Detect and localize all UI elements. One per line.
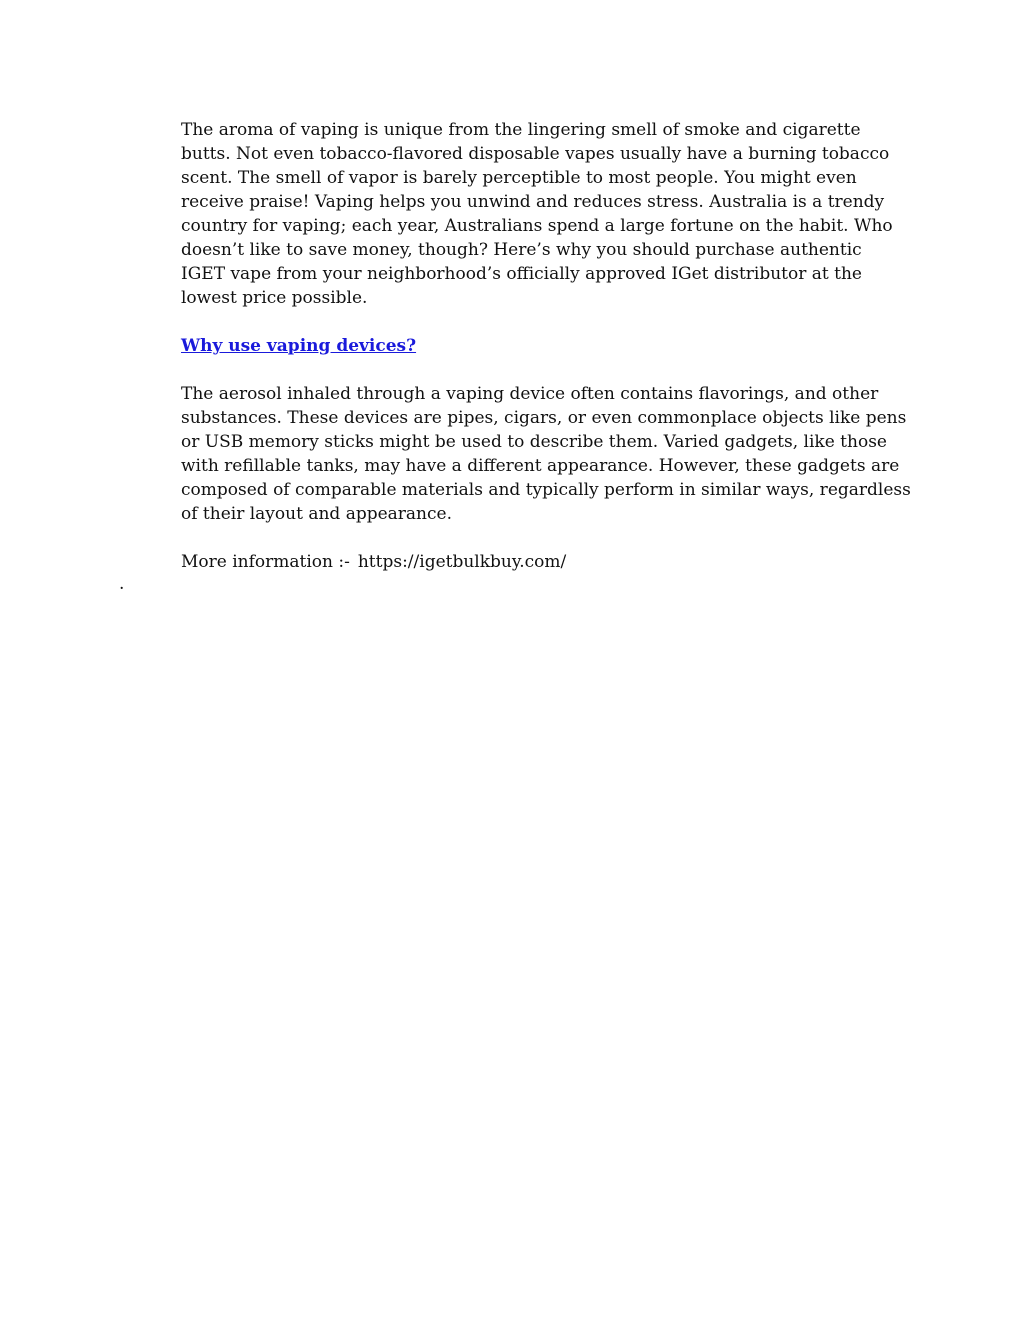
- aerosol-paragraph: The aerosol inhaled through a vaping device often contains flavorings, and other substances. These devices are pipes, cigars, or even commonplace objects like pens or USB memory sticks might be used to describe them. Varied gadgets, like those with refillable tanks, may have a different appearance. However, these gadgets are composed of comparable materials and typically perform in similar ways, regardless of their layout and appearance.: [181, 384, 911, 524]
- section-heading: [181, 334, 911, 358]
- more-information-line: [181, 550, 911, 574]
- more-information-label: More information :-: [181, 552, 350, 572]
- intro-paragraph: The aroma of vaping is unique from the lingering smell of smoke and cigarette butts. Not even tobacco-flavored disposable vapes usually have a burning tobacco scent. The smell of vapor is barely perceptible to most people. You might even receive praise! Vaping helps you unwind and reduces stress. Australia is a trendy country for vaping; each year, Australians spend a large fortune on the habit. Who doesn’t like to save money, though? Here’s why you should purchase authentic IGET vape from your neighborhood’s officially approved IGet distributor at the lowest price possible.: [181, 120, 893, 308]
- more-information-url: https://igetbulkbuy.com/: [357, 552, 567, 572]
- trailing-period: .: [119, 574, 125, 594]
- why-use-vaping-devices-link[interactable]: Why use vaping devices?: [181, 336, 417, 356]
- document-body: [181, 118, 911, 574]
